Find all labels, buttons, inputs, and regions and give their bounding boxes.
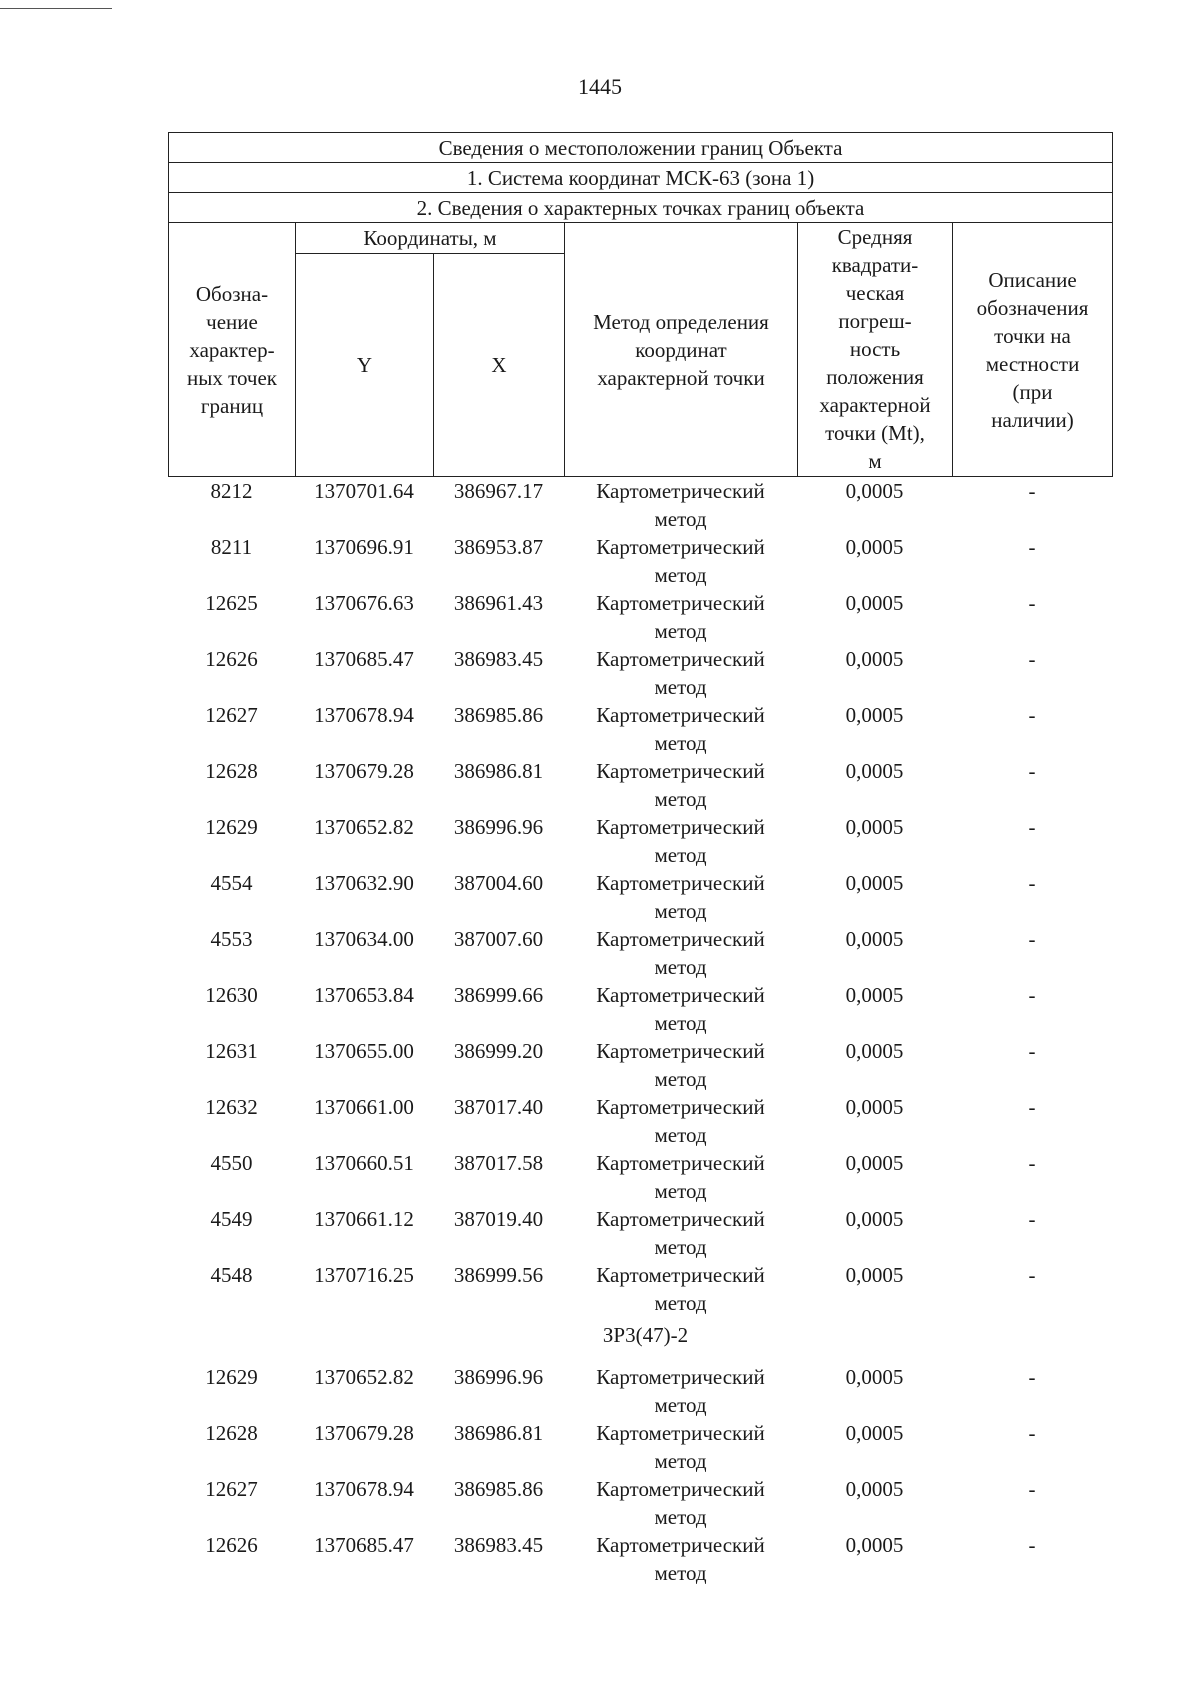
method-cell: Картометрический метод (596, 647, 765, 699)
x-coordinate: 386985.86 (453, 703, 544, 727)
y-coordinate: 1370679.28 (314, 759, 414, 783)
header-point: Обозна- чение характер- ных точек границ (169, 223, 296, 477)
point-cell: 4548 (210, 1263, 253, 1287)
x-coordinate: 386999.20 (453, 1039, 544, 1063)
table-subtitle: 2. Сведения о характерных точках границ объекта (169, 193, 1113, 223)
method-cell: Картометрический метод (596, 591, 765, 643)
point-cell: 4550 (210, 1151, 253, 1175)
table-row (168, 1363, 1112, 1419)
y-coordinate: 1370678.94 (314, 703, 414, 727)
point-cell: 12628 (205, 759, 258, 783)
point-cell: 12626 (205, 1533, 258, 1557)
header-table (168, 132, 1113, 477)
description-cell: - (1028, 1039, 1036, 1063)
error-cell: 0,0005 (845, 871, 904, 895)
description-cell: - (1028, 815, 1036, 839)
x-coordinate: 387019.40 (453, 1207, 544, 1231)
error-cell: 0,0005 (845, 815, 904, 839)
y-coordinate: 1370661.12 (314, 1207, 414, 1231)
point-cell: 12629 (205, 1365, 258, 1389)
table-row (168, 1531, 1112, 1587)
description-cell: - (1028, 759, 1036, 783)
method-cell: Картометрический метод (596, 927, 765, 979)
header-y: Y (296, 254, 434, 477)
coordinate-system: 1. Система координат МСК-63 (зона 1) (169, 163, 1113, 193)
y-coordinate: 1370676.63 (314, 591, 414, 615)
y-coordinate: 1370678.94 (314, 1477, 414, 1501)
description-cell: - (1028, 1477, 1036, 1501)
header-coordinates: Координаты, м (296, 223, 565, 254)
error-cell: 0,0005 (845, 1207, 904, 1231)
y-coordinate: 1370634.00 (314, 927, 414, 951)
top-rule (0, 8, 112, 9)
description-cell: - (1028, 703, 1036, 727)
description-cell: - (1028, 1095, 1036, 1119)
table-row (168, 645, 1112, 701)
x-coordinate: 387017.58 (453, 1151, 544, 1175)
x-coordinate: 386961.43 (453, 591, 544, 615)
table-row (168, 869, 1112, 925)
method-cell: Картометрический метод (596, 535, 765, 587)
x-coordinate: 386983.45 (453, 1533, 544, 1557)
description-cell: - (1028, 927, 1036, 951)
y-coordinate: 1370685.47 (314, 1533, 414, 1557)
x-coordinate: 386967.17 (453, 479, 544, 503)
error-cell: 0,0005 (845, 1095, 904, 1119)
x-coordinate: 387007.60 (453, 927, 544, 951)
description-cell: - (1028, 1263, 1036, 1287)
header-x: X (434, 254, 565, 477)
point-cell: 12632 (205, 1095, 258, 1119)
x-coordinate: 387004.60 (453, 871, 544, 895)
method-cell: Картометрический метод (596, 871, 765, 923)
header-error: Средняя квадрати- ческая погреш- ность положения характерной точки (Mt), м (798, 223, 953, 477)
description-cell: - (1028, 1207, 1036, 1231)
x-coordinate: 386999.66 (453, 983, 544, 1007)
table-row (168, 813, 1112, 869)
x-coordinate: 386953.87 (453, 535, 544, 559)
x-coordinate: 386999.56 (453, 1263, 544, 1287)
table-row (168, 981, 1112, 1037)
y-coordinate: 1370660.51 (314, 1151, 414, 1175)
points-table (168, 477, 1112, 1587)
error-cell: 0,0005 (845, 535, 904, 559)
table-row (168, 701, 1112, 757)
method-cell: Картометрический метод (596, 1039, 765, 1091)
error-cell: 0,0005 (845, 1263, 904, 1287)
method-cell: Картометрический метод (596, 1365, 765, 1417)
y-coordinate: 1370655.00 (314, 1039, 414, 1063)
header-method: Метод определения координат характерной точки (565, 223, 798, 477)
y-coordinate: 1370696.91 (314, 535, 414, 559)
table-row (168, 1037, 1112, 1093)
y-coordinate: 1370716.25 (314, 1263, 414, 1287)
table-row (168, 1475, 1112, 1531)
point-cell: 4549 (210, 1207, 253, 1231)
error-cell: 0,0005 (845, 647, 904, 671)
table-row (168, 1205, 1112, 1261)
error-cell: 0,0005 (845, 759, 904, 783)
method-cell: Картометрический метод (596, 1151, 765, 1203)
point-cell: 12628 (205, 1421, 258, 1445)
description-cell: - (1028, 983, 1036, 1007)
point-cell: 12626 (205, 647, 258, 671)
point-cell: 12625 (205, 591, 258, 615)
table-row (168, 1093, 1112, 1149)
description-cell: - (1028, 591, 1036, 615)
y-coordinate: 1370685.47 (314, 647, 414, 671)
x-coordinate: 386985.86 (453, 1477, 544, 1501)
description-cell: - (1028, 1421, 1036, 1445)
header-description: Описание обозначения точки на местности (при наличии) (953, 223, 1113, 477)
y-coordinate: 1370632.90 (314, 871, 414, 895)
x-coordinate: 387017.40 (453, 1095, 544, 1119)
point-cell: 12630 (205, 983, 258, 1007)
error-cell: 0,0005 (845, 479, 904, 503)
table-row (168, 1261, 1112, 1317)
x-coordinate: 386983.45 (453, 647, 544, 671)
table-row (168, 925, 1112, 981)
y-coordinate: 1370701.64 (314, 479, 414, 503)
coordinates-sheet (168, 132, 1112, 1587)
point-cell: 12629 (205, 815, 258, 839)
description-cell: - (1028, 535, 1036, 559)
point-cell: 4554 (210, 871, 253, 895)
table-row (168, 757, 1112, 813)
error-cell: 0,0005 (845, 703, 904, 727)
method-cell: Картометрический метод (596, 1533, 765, 1585)
error-cell: 0,0005 (845, 983, 904, 1007)
y-coordinate: 1370679.28 (314, 1421, 414, 1445)
x-coordinate: 386996.96 (453, 1365, 544, 1389)
x-coordinate: 386986.81 (453, 1421, 544, 1445)
y-coordinate: 1370652.82 (314, 1365, 414, 1389)
y-coordinate: 1370653.84 (314, 983, 414, 1007)
description-cell: - (1028, 647, 1036, 671)
x-coordinate: 386996.96 (453, 815, 544, 839)
description-cell: - (1028, 1533, 1036, 1557)
error-cell: 0,0005 (845, 591, 904, 615)
method-cell: Картометрический метод (596, 815, 765, 867)
error-cell: 0,0005 (845, 1421, 904, 1445)
point-cell: 12631 (205, 1039, 258, 1063)
error-cell: 0,0005 (845, 1477, 904, 1501)
error-cell: 0,0005 (845, 1533, 904, 1557)
table-row (168, 533, 1112, 589)
method-cell: Картометрический метод (596, 1421, 765, 1473)
table-row (168, 477, 1112, 533)
method-cell: Картометрический метод (596, 703, 765, 755)
y-coordinate: 1370661.00 (314, 1095, 414, 1119)
method-cell: Картометрический метод (596, 1263, 765, 1315)
section-label: ЗР3(47)-2 (602, 1323, 689, 1347)
point-cell: 4553 (210, 927, 253, 951)
point-cell: 8212 (210, 479, 253, 503)
description-cell: - (1028, 1151, 1036, 1175)
y-coordinate: 1370652.82 (314, 815, 414, 839)
error-cell: 0,0005 (845, 1039, 904, 1063)
point-cell: 8211 (210, 535, 253, 559)
table-row (168, 1419, 1112, 1475)
point-cell: 12627 (205, 1477, 258, 1501)
error-cell: 0,0005 (845, 1365, 904, 1389)
table-row (168, 1149, 1112, 1205)
description-cell: - (1028, 1365, 1036, 1389)
method-cell: Картометрический метод (596, 1207, 765, 1259)
method-cell: Картометрический метод (596, 759, 765, 811)
description-cell: - (1028, 479, 1036, 503)
error-cell: 0,0005 (845, 927, 904, 951)
x-coordinate: 386986.81 (453, 759, 544, 783)
method-cell: Картометрический метод (596, 479, 765, 531)
method-cell: Картометрический метод (596, 1095, 765, 1147)
error-cell: 0,0005 (845, 1151, 904, 1175)
description-cell: - (1028, 871, 1036, 895)
table-title: Сведения о местоположении границ Объекта (169, 133, 1113, 163)
method-cell: Картометрический метод (596, 1477, 765, 1529)
point-cell: 12627 (205, 703, 258, 727)
page-number: 1445 (578, 74, 622, 99)
table-row (168, 589, 1112, 645)
method-cell: Картометрический метод (596, 983, 765, 1035)
